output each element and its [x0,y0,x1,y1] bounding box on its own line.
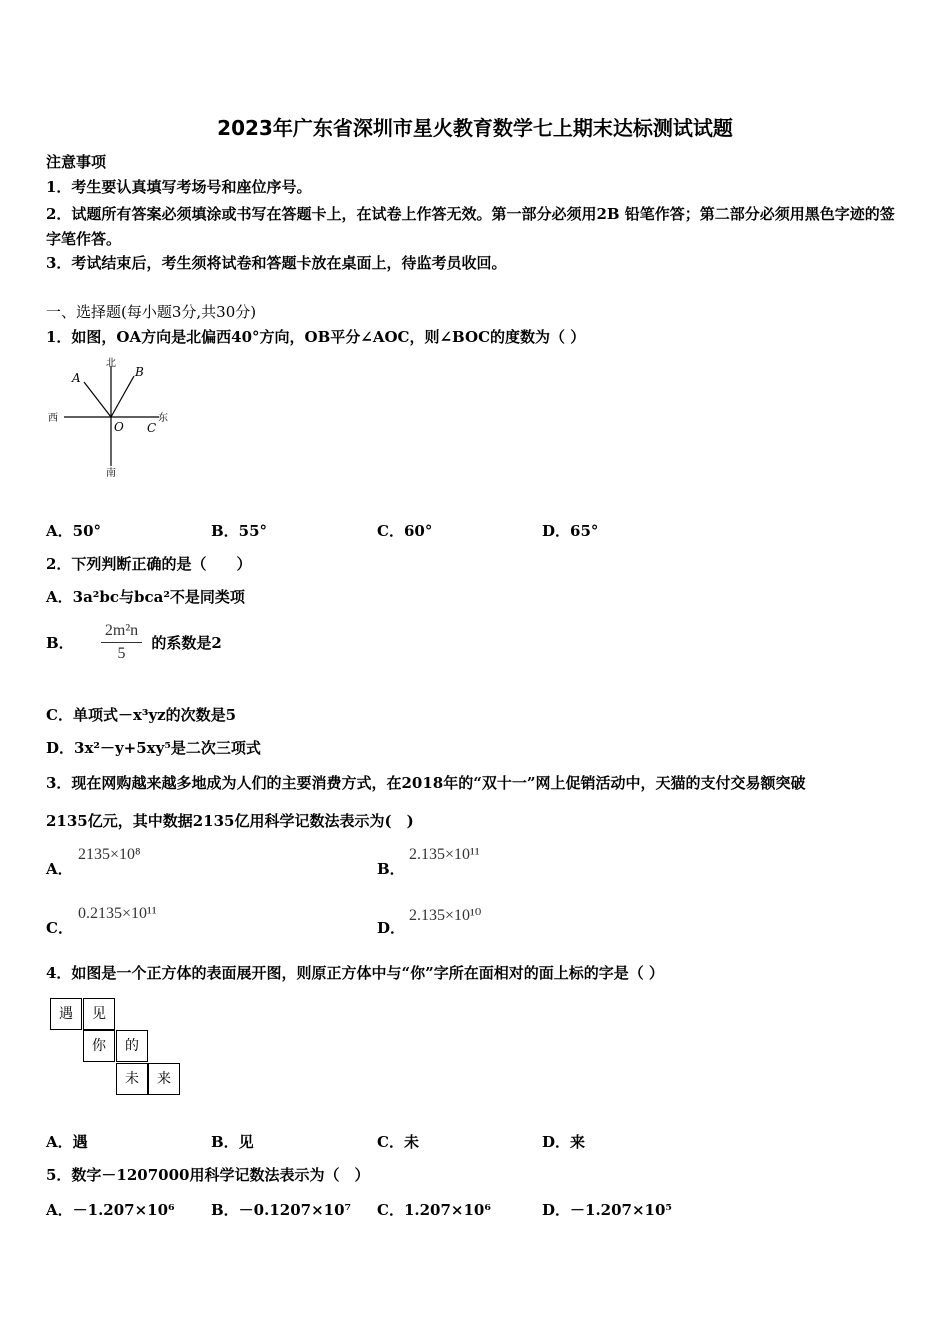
q5-option-d[interactable]: D．－1.207×10⁵ [542,1201,672,1219]
q3-option-d-label[interactable]: D． [377,919,406,937]
q2-option-d[interactable]: D．3x²－y+5xy⁵是二次三项式 [46,739,261,757]
label-north: 北 [106,358,116,369]
q3-option-c-value: 0.2135×10¹¹ [78,905,157,922]
net-cell-6: 来 [148,1063,180,1095]
q5-option-a[interactable]: A．－1.207×10⁶ [46,1201,175,1219]
ray-ob [111,376,134,417]
notice-item-2: 2．试题所有答案必须填涂或书写在答题卡上，在试卷上作答无效。第一部分必须用2B 铅笔作答；第二部分必须用黑色字迹的签字笔作答。 [46,205,895,248]
net-cell-3: 你 [83,1030,115,1062]
q1-option-c[interactable]: C．60° [377,522,433,540]
ray-oa [84,382,111,417]
q5-option-b[interactable]: B．－0.1207×10⁷ [211,1201,352,1219]
q3-option-c-label[interactable]: C． [46,919,73,937]
q2-option-c[interactable]: C．单项式－x³yz的次数是5 [46,706,237,724]
q3-option-b-label[interactable]: B． [377,860,405,878]
q4-option-a[interactable]: A．遇 [46,1133,88,1151]
q5-text: 5．数字－1207000用科学记数法表示为（ ） [46,1166,370,1184]
q2-option-b-label: B． [46,634,74,652]
q4-text: 4．如图是一个正方体的表面展开图，则原正方体中与“你”字所在面相对的面上标的字是（ ） [46,964,664,982]
label-south: 南 [106,468,116,479]
label-a: A [72,371,81,385]
label-east: 东 [158,413,168,424]
q1-option-b[interactable]: B．55° [211,522,268,540]
q3-option-a-value: 2135×10⁸ [78,846,141,863]
label-c: C [147,421,157,435]
q2-option-b-fraction [101,622,142,663]
q3-option-d-value: 2.135×10¹⁰ [409,907,482,924]
q3-option-b-value: 2.135×10¹¹ [409,846,480,863]
label-b: B [135,365,144,379]
section-heading: 一、选择题(每小题3分,共30分) [46,303,257,321]
net-cell-2: 见 [83,998,115,1030]
fraction-numerator: 2m²n [101,622,142,643]
q1-option-a[interactable]: A．50° [46,522,102,540]
q3-text-line-2: 2135亿元，其中数据2135亿用科学记数法表示为( ) [46,812,414,830]
net-cell-1: 遇 [50,998,82,1030]
fraction-denominator: 5 [117,645,126,662]
q2-text: 2．下列判断正确的是（ ） [46,555,252,573]
q5-option-c[interactable]: C．1.207×10⁶ [377,1201,491,1219]
q3-option-a-label[interactable]: A． [46,860,73,878]
net-cell-5: 未 [116,1063,148,1095]
q1-text: 1．如图，OA方向是北偏西40°方向，OB平分∠AOC，则∠BOC的度数为（ ） [46,328,586,346]
q2-option-a[interactable]: A．3a²bc与bca²不是同类项 [46,588,245,606]
q4-cube-net [50,998,182,1098]
label-west: 西 [48,413,58,424]
label-o: O [114,420,124,434]
page-title: 2023年广东省深圳市星火教育数学七上期末达标测试试题 [217,116,733,140]
q4-option-c[interactable]: C．未 [377,1133,419,1151]
notice-heading: 注意事项 [46,153,107,171]
q3-text-line-1: 3．现在网购越来越多地成为人们的主要消费方式，在2018年的“双十一”网上促销活动中，天猫的支付交易额突破 [46,774,806,792]
q2-option-b[interactable] [46,622,222,663]
q1-option-d[interactable]: D．65° [542,522,599,540]
q1-compass-figure [44,352,184,484]
q4-option-d[interactable]: D．来 [542,1133,586,1151]
net-cell-4: 的 [116,1030,148,1062]
q2-option-b-rest: 的系数是2 [151,634,222,652]
q4-option-b[interactable]: B．见 [211,1133,254,1151]
notice-item-1: 1．考生要认真填写考场号和座位序号。 [46,178,312,196]
notice-item-3: 3．考试结束后，考生须将试卷和答题卡放在桌面上，待监考员收回。 [46,254,507,272]
